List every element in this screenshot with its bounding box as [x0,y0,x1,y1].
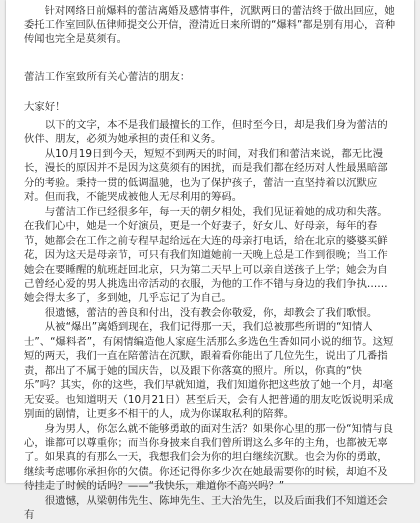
body-paragraph: 从10月19日到今天，短短不到两天的时间，对我们和蕾洁来说，都无比漫长，漫长的原因并不是因为这莫须有的困扰，而是我们都在经历对人性最黑暗部分的考验。秉持一贯的低调温驰，也为了保护孩子，蕾洁一直坚持着以沉默应对。但而我，不能哭成被他人无尽利用的筹码。 [24,147,388,204]
body-paragraph: 很遗憾，蕾洁的善良和付出，没有教会你敬爱，你，却教会了我们歌恨。 [44,306,378,319]
body-paragraph: 很遗憾，从梁朝伟先生、陈坤先生、王大治先生，以及后面我们不知道还会有 [24,494,388,522]
body-paragraph: 身为男人，你怎么就不能够勇敢的面对生活？如果你心里的那一份“知情与良心，谁都可以尊重你；而当你身披来自我们曾所谓这么多年的主角，也都被无辜了。如果真的有那么一天，我想我们会为你的坦白继续沉默。也会为你的勇敢，继续考虑哪你承担你的欠债。你还记得你多少次在她最需要你的时候，却迫不及待挂走了时候的话吗？——“我快乐，难道你不高兴吗？” [24,422,394,493]
greeting: 大家好！ [24,101,66,113]
intro-paragraph: 针对网络日前爆料的蕾洁离婚及感情事件，沉默两日的蕾洁终于做出回应，她委托工作室回队伍律师提交公开信，澄清近日来所谓的“爆料”都是别有用心，音种传闻也完全是莫须有。 [24,5,396,46]
document-page [6,0,414,522]
intro-note [24,4,398,46]
body-paragraph: 以下的文字，本不是我们最擅长的工作，但时至今日，却是我们身为蕾洁的伙伴、朋友，必须为她承担的责任和义务。 [24,119,388,146]
letter-body [24,118,398,523]
body-paragraph: 与蕾洁工作已经很多年，每一天的朝夕相处，我们见证着她的成功和失落。在我们心中，她是一个好演员，更是一个好妻子，好女儿、好母亲，每年的春节，她都会在工作之前专程早起给远在大连的母亲打电话，给在北京的婆婆买鲜花，因为这天是母亲节，可只有我们知道她前一天晚上总是工作到很晚；当工作她会在要睡醒的航班赶回北京，只为第二天早上可以亲自送孩子上学；她会为自己曾经心爱的男人挑选出帝活动的衣服，为他的工作不错与身边的我们争执……她会得太多了，多到她，几乎忘记了为自己。 [24,205,388,305]
body-paragraph: 从被“爆出”离婚到现在，我们记得那一天，我们总被那些所谓的“知情人士”、“爆料者”，有闲情编造他人家庭生活那么多选色生香如同小说的细节。这短短的两天，我们一直在陪蕾洁在沉默，跟着看你能出了几位先生，说出了几番指责，都出了不属于她的国庆告，以及跟下你落寞的照片。所以，你真的“快乐”吗？其实，你的这些，我们早就知道，我们知道你把这些放了她一个月，却毫无安妥。也知道明天（10月21日）甚至后天，会有人把普通的朋友吃饭说明采成别面的剧情，让更多不相干的人，成为你谋取私利的陪葬。 [24,321,394,421]
salutation: 蕾洁工作室致所有关心蕾洁的朋友： [24,71,191,83]
